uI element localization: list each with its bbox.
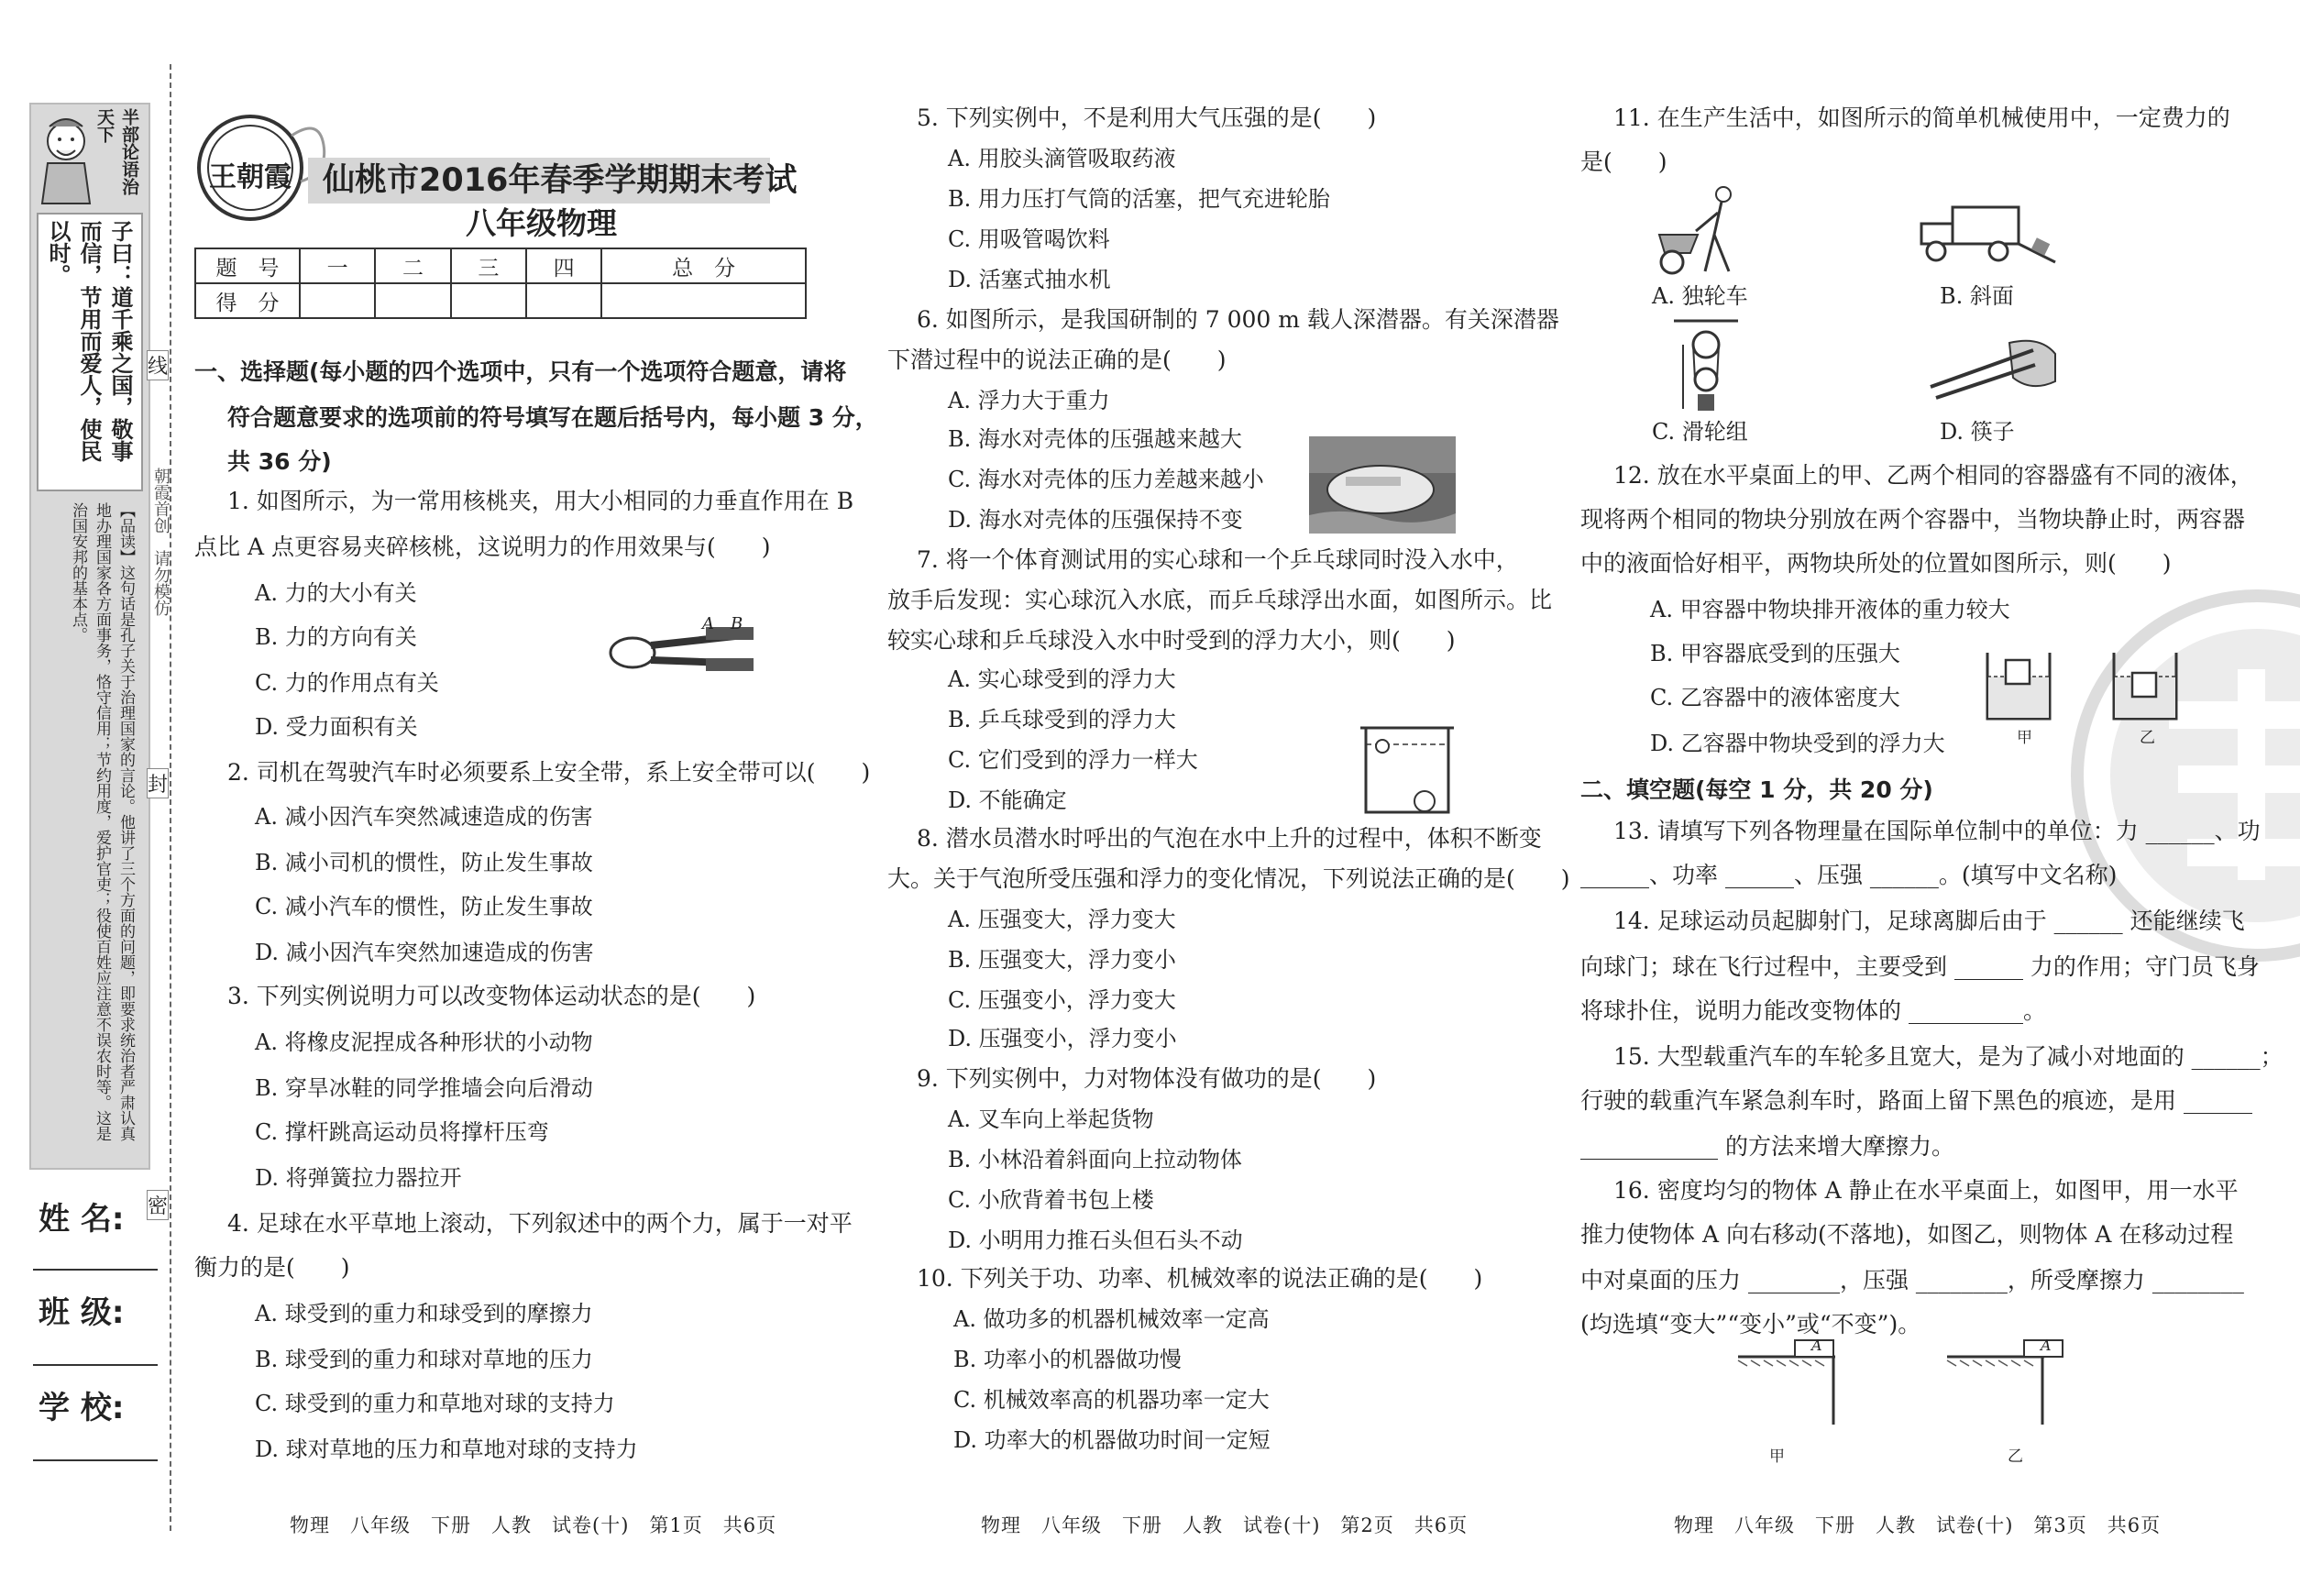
name-line[interactable] (33, 1269, 158, 1271)
q8-stem: 8. 潜水员潜水时呼出的气泡在水中上升的过程中，体积不断变 (917, 825, 1542, 852)
container-yi-label: 乙 (2140, 729, 2155, 747)
q14-stem: 将球扑住，说明力能改变物体的 __________。 (1580, 997, 2046, 1024)
q8-option-a[interactable]: A. 压强变大，浮力变大 (948, 907, 1176, 932)
page1-footer: 物理 八年级 下册 人教 试卷(十) 第1页 共6页 (290, 1514, 777, 1536)
q7-stem: 较实心球和乒乓球没入水中时受到的浮力大小，则( ) (887, 627, 1456, 654)
q12-option-b[interactable]: B. 甲容器底受到的压强大 (1650, 641, 1900, 666)
score-header-cell: 二 (375, 248, 450, 283)
score-cell[interactable] (300, 283, 375, 318)
q14-stem: 向球门；球在飞行过程中，主要受到 ______ 力的作用；守门员飞身 (1580, 953, 2260, 980)
score-row (195, 283, 806, 318)
q6-option-d[interactable]: D. 海水对壳体的压强保持不变 (948, 507, 1243, 533)
q16-stem: (均选填“变大”“变小”或“不变”)。 (1580, 1311, 1921, 1337)
q7-stem: 放手后发现：实心球沉入水底，而乒乓球浮出水面，如图所示。比 (887, 587, 1553, 613)
block-a-label-yi: A (2041, 1337, 2052, 1354)
q5-option-a[interactable]: A. 用胶头滴管吸取药液 (948, 146, 1176, 171)
q10-option-b[interactable]: B. 功率小的机器做功慢 (953, 1347, 1182, 1372)
section2-heading: 二、填空题(每空 1 分，共 20 分) (1580, 776, 1933, 803)
q11-stem: 是( ) (1580, 149, 1667, 175)
q3-option-b[interactable]: B. 穿旱冰鞋的同学推墙会向后滑动 (255, 1075, 593, 1101)
q15-stem: ____________ 的方法来增大摩擦力。 (1580, 1133, 1954, 1160)
score-table (194, 248, 807, 319)
q15-stem: 行驶的载重汽车紧急刹车时，路面上留下黑色的痕迹，是用 ______ (1580, 1087, 2252, 1114)
q1-stem: 1. 如图所示，为一常用核桃夹，用大小相同的力垂直作用在 B (227, 488, 854, 514)
q13-stem: 13. 请填写下列各物理量在国际单位制中的单位：力 ______、功 (1613, 818, 2261, 844)
block-a-label-jia: A (1811, 1337, 1822, 1354)
q11-option-c[interactable]: C. 滑轮组 (1652, 419, 1748, 445)
q4-stem: 4. 足球在水平草地上滚动，下列叙述中的两个力，属于一对平 (227, 1210, 853, 1237)
q3-option-a[interactable]: A. 将橡皮泥捏成各种形状的小动物 (255, 1029, 593, 1055)
logo-text: 王朝霞 (209, 161, 292, 193)
cut-line (170, 64, 171, 1531)
exam-subtitle: 八年级物理 (466, 205, 617, 241)
section1-heading-line2: 符合题意要求的选项前的符号填写在题后括号内，每小题 3 分， (227, 404, 878, 431)
q6-stem: 6. 如图所示，是我国研制的 7 000 m 载人深潜器。有关深潜器 (917, 306, 1559, 333)
q6-option-a[interactable]: A. 浮力大于重力 (948, 388, 1110, 413)
q7-option-a[interactable]: A. 实心球受到的浮力大 (948, 666, 1176, 692)
q2-option-c[interactable]: C. 减小汽车的惯性，防止发生事故 (255, 894, 593, 919)
class-line[interactable] (33, 1364, 158, 1366)
q5-option-b[interactable]: B. 用力压打气筒的活塞，把气充进轮胎 (948, 186, 1330, 212)
score-row-label: 得 分 (195, 283, 300, 318)
section1-heading-line3: 共 36 分) (227, 448, 332, 475)
container-yi-figure (2110, 649, 2180, 722)
q5-stem: 5. 下列实例中，不是利用大气压强的是( ) (917, 105, 1377, 131)
q11-option-a[interactable]: A. 独轮车 (1652, 283, 1748, 309)
q16-stem: 16. 密度均匀的物体 A 静止在水平桌面上，如图甲，用一水平 (1613, 1177, 2239, 1204)
q7-option-d[interactable]: D. 不能确定 (948, 787, 1067, 813)
q7-stem: 7. 将一个体育测试用的实心球和一个乒乓球同时没入水中， (917, 546, 1519, 573)
q10-stem: 10. 下列关于功、功率、机械效率的说法正确的是( ) (917, 1265, 1483, 1292)
q3-stem: 3. 下列实例说明力可以改变物体运动状态的是( ) (227, 983, 756, 1009)
commentary-text: 【品读】这句话是孔子关于治理国家的言论。他讲了三个方面的问题，即要求统治者严肃认真地办理国家各方面事务，恪守信用；节约用度，爱护官吏；役使百姓应注意不误农时等。这是治国安邦的基本点。 (69, 502, 135, 1141)
school-line[interactable] (33, 1459, 158, 1461)
gutter-label-line: 线 (147, 350, 169, 380)
score-header-cell: 一 (300, 248, 375, 283)
q2-option-b[interactable]: B. 减小司机的惯性，防止发生事故 (255, 850, 593, 875)
q11-option-d[interactable]: D. 筷子 (1940, 419, 2015, 445)
q15-stem: 15. 大型载重汽车的车轮多且宽大，是为了减小对地面的 ______； (1613, 1043, 2283, 1070)
q1-stem: 点比 A 点更容易夹碎核桃，这说明力的作用效果与( ) (194, 534, 771, 560)
submersible-photo (1309, 436, 1456, 534)
container-jia-figure (1984, 649, 2053, 722)
q10-option-c[interactable]: C. 机械效率高的机器功率一定大 (953, 1387, 1270, 1413)
table-jia-label: 甲 (1769, 1447, 1785, 1466)
q8-option-d[interactable]: D. 压强变小，浮力变小 (948, 1026, 1177, 1051)
q11-option-b[interactable]: B. 斜面 (1940, 283, 2014, 309)
q9-option-b[interactable]: B. 小林沿着斜面向上拉动物体 (948, 1147, 1242, 1172)
q12-option-a[interactable]: A. 甲容器中物块排开液体的重力较大 (1650, 597, 2010, 622)
q14-stem: 14. 足球运动员起脚射门，足球离脚后由于 ______ 还能继续飞 (1613, 908, 2245, 934)
q12-stem: 中的液面恰好相平，两物块所处的位置如图所示，则( ) (1580, 550, 2172, 577)
q5-option-c[interactable]: C. 用吸管喝饮料 (948, 226, 1110, 252)
q3-option-c[interactable]: C. 撑杆跳高运动员将撑杆压弯 (255, 1119, 549, 1145)
name-label: 姓 名: (39, 1201, 125, 1238)
wheelbarrow-figure (1650, 180, 1751, 281)
nutcracker-ab-label: A B (702, 614, 743, 633)
q9-option-d[interactable]: D. 小明用力推石头但石头不动 (948, 1227, 1243, 1253)
q1-option-d[interactable]: D. 受力面积有关 (255, 714, 418, 740)
exam-title: 仙桃市2016年春季学期期末考试 (323, 162, 798, 199)
q5-option-d[interactable]: D. 活塞式抽水机 (948, 267, 1111, 292)
q6-option-b[interactable]: B. 海水对壳体的压强越来越大 (948, 426, 1242, 452)
confucius-quote: 子曰：道千乘之国，敬事而信，节用而爱人，使民以时。 (45, 220, 133, 462)
beaker-balls-figure (1357, 724, 1458, 816)
q8-option-b[interactable]: B. 压强变大，浮力变小 (948, 947, 1176, 973)
q6-option-c[interactable]: C. 海水对壳体的压力差越来越小 (948, 467, 1264, 492)
q10-option-d[interactable]: D. 功率大的机器做功时间一定短 (953, 1427, 1271, 1453)
score-cell[interactable] (451, 283, 526, 318)
ramp-truck-figure (1916, 196, 2059, 270)
score-header-cell: 四 (526, 248, 601, 283)
q4-option-b[interactable]: B. 球受到的重力和球对草地的压力 (255, 1347, 593, 1372)
q13-stem: ______、功率 ______、压强 ______。(填写中文名称) (1580, 862, 2118, 888)
table-yi-label: 乙 (2008, 1447, 2023, 1466)
section1-heading-line1: 一、选择题(每小题的四个选项中，只有一个选项符合题意，请将 (194, 358, 847, 385)
gutter-label-seal: 封 (147, 768, 169, 798)
score-header-row (195, 248, 806, 283)
score-header-cell: 三 (451, 248, 526, 283)
q11-stem: 11. 在生产生活中，如图所示的简单机械使用中，一定费力的 (1613, 105, 2230, 131)
q4-option-a[interactable]: A. 球受到的重力和球受到的摩擦力 (255, 1301, 593, 1326)
score-cell[interactable] (601, 283, 806, 318)
brand-note: 朝霞首创 请勿模仿 (151, 468, 171, 616)
motto-title: 半部论语治天下 (94, 108, 139, 195)
q12-stem: 12. 放在水平桌面上的甲、乙两个相同的容器盛有不同的液体， (1613, 462, 2253, 489)
score-cell[interactable] (526, 283, 601, 318)
q3-option-d[interactable]: D. 将弹簧拉力器拉开 (255, 1165, 462, 1191)
q4-stem: 衡力的是( ) (194, 1254, 350, 1281)
q9-option-a[interactable]: A. 叉车向上举起货物 (948, 1106, 1154, 1132)
q1-option-c[interactable]: C. 力的作用点有关 (255, 670, 439, 696)
school-label: 学 校: (39, 1390, 125, 1426)
q2-stem: 2. 司机在驾驶汽车时必须要系上安全带，系上安全带可以( ) (227, 759, 871, 786)
q1-option-a[interactable]: A. 力的大小有关 (255, 580, 417, 606)
pulley-figure (1665, 317, 1747, 416)
q16-stem: 推力使物体 A 向右移动(不落地)，如图乙，则物体 A 在移动过程 (1580, 1221, 2234, 1248)
q12-stem: 现将两个相同的物块分别放在两个容器中，当物块静止时，两容器 (1580, 506, 2246, 533)
q10-option-a[interactable]: A. 做功多的机器机械效率一定高 (953, 1306, 1270, 1332)
q7-option-c[interactable]: C. 它们受到的浮力一样大 (948, 747, 1198, 773)
score-header-cell: 总 分 (601, 248, 806, 283)
score-cell[interactable] (375, 283, 450, 318)
page3-footer: 物理 八年级 下册 人教 试卷(十) 第3页 共6页 (1674, 1514, 2162, 1536)
q2-option-a[interactable]: A. 减小因汽车突然减速造成的伤害 (255, 804, 593, 830)
q4-option-d[interactable]: D. 球对草地的压力和草地对球的支持力 (255, 1436, 638, 1462)
q7-option-b[interactable]: B. 乒乓球受到的浮力大 (948, 707, 1176, 732)
page2-footer: 物理 八年级 下册 人教 试卷(十) 第2页 共6页 (981, 1514, 1469, 1536)
q9-stem: 9. 下列实例中，力对物体没有做功的是( ) (917, 1065, 1377, 1092)
container-jia-label: 甲 (2017, 729, 2032, 747)
q9-option-c[interactable]: C. 小欣背着书包上楼 (948, 1187, 1154, 1213)
score-header-cell: 题 号 (195, 248, 300, 283)
q4-option-c[interactable]: C. 球受到的重力和草地对球的支持力 (255, 1391, 615, 1416)
q12-option-c[interactable]: C. 乙容器中的液体密度大 (1650, 685, 1900, 710)
q8-stem: 大。关于气泡所受压强和浮力的变化情况，下列说法正确的是( ) (887, 865, 1570, 892)
q8-option-c[interactable]: C. 压强变小，浮力变大 (948, 987, 1176, 1013)
q12-option-d[interactable]: D. 乙容器中物块受到的浮力大 (1650, 731, 1945, 756)
q16-stem: 中对桌面的压力 ________，压强 ________，所受摩擦力 ________ (1580, 1267, 2244, 1293)
table-jia-figure (1738, 1338, 1857, 1426)
q2-option-d[interactable]: D. 减小因汽车突然加速造成的伤害 (255, 940, 594, 965)
chopsticks-figure (1931, 326, 2059, 405)
gutter-label-secret: 密 (147, 1190, 169, 1220)
q1-option-b[interactable]: B. 力的方向有关 (255, 624, 417, 650)
class-label: 班 级: (39, 1294, 125, 1331)
q6-stem: 下潜过程中的说法正确的是( ) (887, 347, 1227, 373)
